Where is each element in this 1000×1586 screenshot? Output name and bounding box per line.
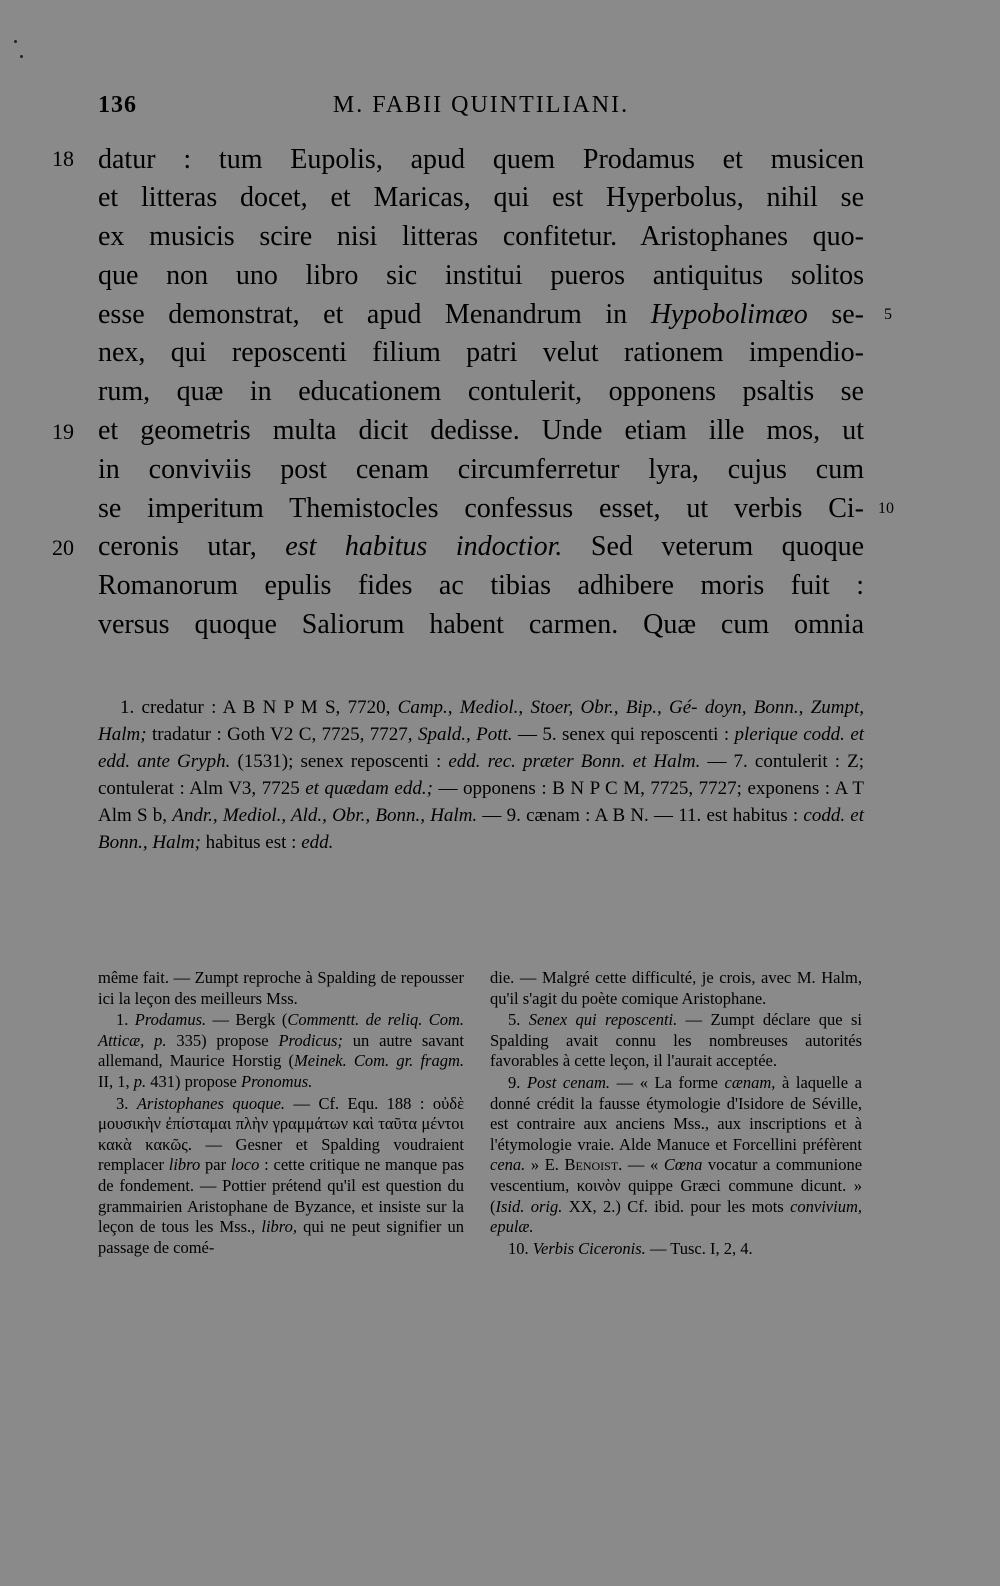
critical-apparatus — [98, 694, 864, 856]
page-number: 136 — [98, 92, 137, 118]
commentary-paragraph: 9. Post cenam. — « La forme cænam, à laquelle a donné crédit la fausse étymologie d'Isidore de Séville, est contraire aux anciens Mss., aux inscriptions et à l'étymologie vraie. Alde Manuce et Forcellini préfèrent cena. » E. Benoist. — « Cœna vocatur a communione vescentium, κοινὸν quippe Græci commune dicunt. » (Isid. orig. XX, 2.) Cf. ibid. pour les mots convivium, epulæ. — [490, 1072, 863, 1237]
main-line: ex musicis scire nisi litteras confitetur. Aristophanes quo- — [98, 221, 864, 252]
main-line: datur : tum Eupolis, apud quem Prodamus et musicen — [98, 144, 864, 175]
main-line: rum, quæ in educationem contulerit, opponens psaltis se — [98, 376, 864, 407]
main-line: versus quoque Saliorum habent carmen. Quæ cum omnia — [98, 609, 864, 640]
section-number: 19 — [52, 419, 74, 444]
scan-speck — [14, 40, 17, 43]
commentary-left-column — [98, 968, 464, 1259]
main-line: que non uno libro sic institui pueros antiquitus solitos — [98, 260, 864, 291]
commentary-paragraph: 5. Senex qui reposcenti. — Zumpt déclare que si Spalding avait connu les nombreuses autorités favorables à cette leçon, il l'aurait acceptée. — [490, 1010, 862, 1071]
main-line: in conviviis post cenam circumferretur lyra, cujus cum — [98, 454, 864, 485]
main-line: et geometris multa dicit dedisse. Unde etiam ille mos, ut — [98, 415, 864, 446]
commentary-paragraph: 1. Prodamus. — Bergk (Commentt. de reliq. Com. Atticæ, p. 335) propose Prodicus; un autre savant allemand, Maurice Horstig (Meinek. Com. gr. fragm. II, 1, p. 431) propose Pronomus. — [98, 1010, 465, 1091]
main-line: se imperitum Themistocles confessus esset, ut verbis Ci- — [98, 493, 864, 524]
main-line: ceronis utar, est habitus indoctior. Sed veterum quoque — [98, 531, 865, 562]
main-line: nex, qui reposcenti filium patri velut rationem impendio- — [98, 337, 864, 368]
page-header — [98, 92, 864, 126]
main-line: et litteras docet, et Maricas, qui est Hyperbolus, nihil se — [98, 182, 864, 213]
commentary-paragraph: 10. Verbis Ciceronis. — Tusc. I, 2, 4. — [508, 1238, 753, 1258]
section-number: 20 — [52, 535, 74, 560]
main-line: esse demonstrat, et apud Menandrum in Hypobolimæo se- — [98, 299, 865, 330]
commentary-right-column — [490, 968, 862, 1260]
margin-line-number: 10 — [878, 500, 894, 517]
scan-speck — [20, 55, 23, 58]
main-line: Romanorum epulis fides ac tibias adhibere moris fuit : — [98, 570, 864, 601]
margin-line-number: 5 — [884, 306, 892, 323]
apparatus-text: 1. credatur : A B N P M S, 7720, Camp., Mediol., Stoer, Obr., Bip., Gé- doyn, Bonn., Zumpt, Halm; tradatur : Goth V2 C, 7725, 7727, Spald., Pott. — 5. senex qui reposcenti : plerique codd. et edd. ante Gryph. (1531); senex reposcenti : edd. rec. præter Bonn. et Halm. — 7. contulerit : Z; contulerat : Alm V3, 7725 et quædam edd.; — opponens : B N P C M, 7725, 7727; exponens : A T Alm S b, Andr., Mediol., Ald., Obr., Bonn., Halm. — 9. cænam : A B N. — 11. est habitus : codd. et Bonn., Halm; habitus est : edd. — [98, 697, 865, 853]
commentary-paragraph: 3. Aristophanes quoque. — Cf. Equ. 188 : οὐδὲ μουσικὴν ἐπίσταμαι πλὴν γραμμάτων καὶ ταῦτα μέντοι κακὰ κακῶς. — Gesner et Spalding voudraient remplacer libro par loco : cette critique ne manque pas de fondement. — Pottier prétend qu'il est question du grammairien Aristophane de Byzance, et insiste sur la leçon de tous les Mss., libro, qui ne peut signifier un passage de comé- — [98, 1093, 465, 1257]
commentary-paragraph: même fait. — Zumpt reproche à Spalding de repousser ici la leçon des meilleurs Mss. — [98, 968, 464, 1008]
section-number: 18 — [52, 146, 74, 171]
commentary-paragraph: die. — Malgré cette difficulté, je crois, avec M. Halm, qu'il s'agit du poète comique Aristophane. — [490, 968, 862, 1008]
running-title: M. FABII QUINTILIANI. — [332, 92, 630, 118]
